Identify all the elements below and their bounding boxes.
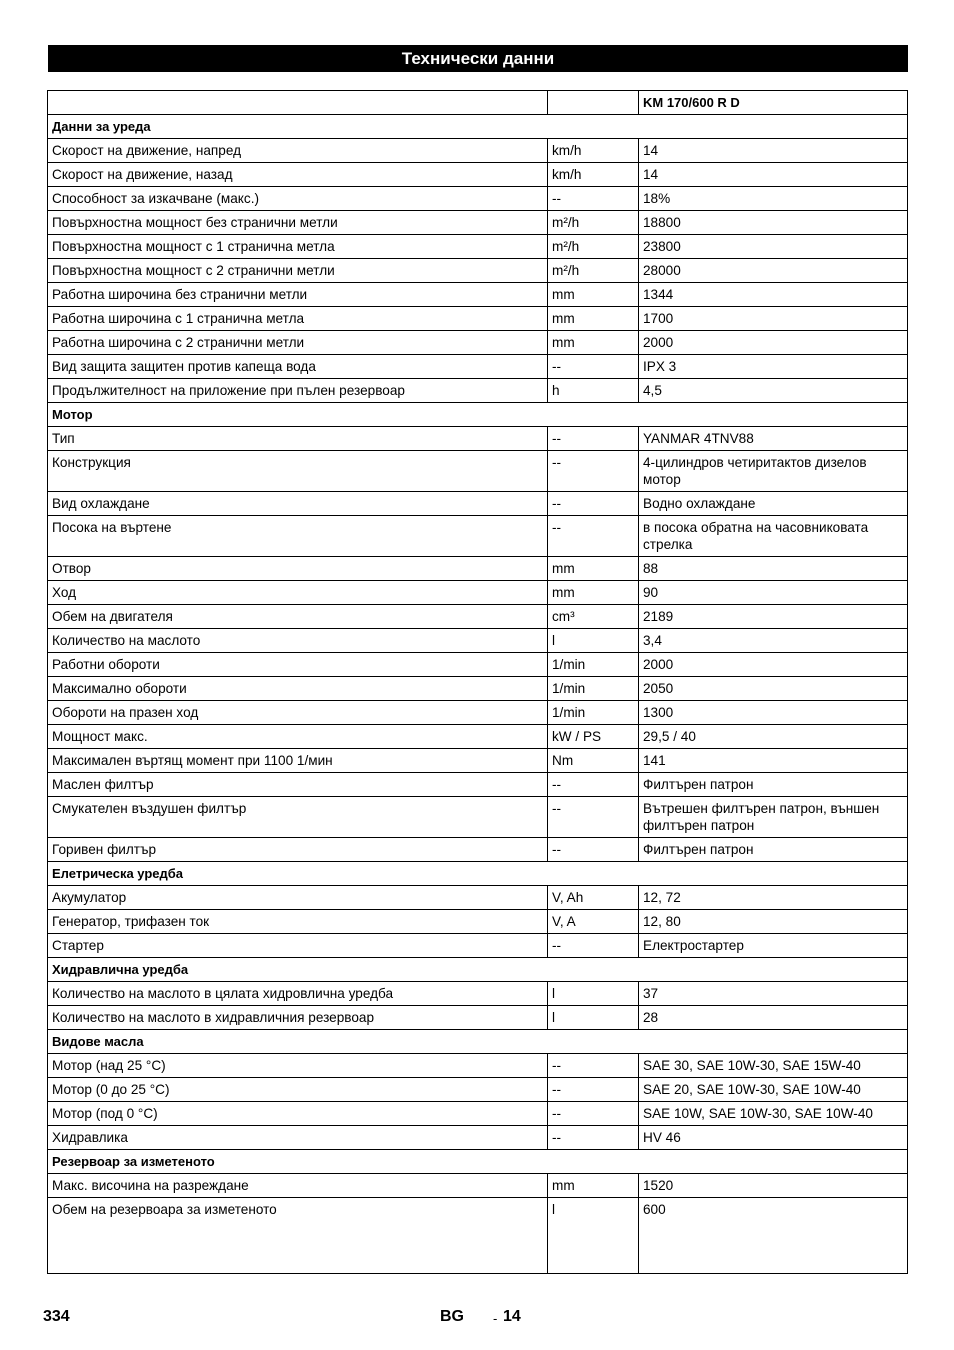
table-row — [48, 677, 908, 701]
table-row — [48, 1006, 908, 1030]
row-label: Генератор, трифазен ток — [48, 910, 548, 934]
row-value: Електростартер — [639, 934, 908, 958]
row-value: 3,4 — [639, 629, 908, 653]
row-unit: l — [548, 1198, 639, 1274]
row-unit: -- — [548, 934, 639, 958]
section-title: Резервоар за изметеното — [48, 1150, 908, 1174]
row-value: SAE 10W, SAE 10W-30, SAE 10W-40 — [639, 1102, 908, 1126]
row-label: Стартер — [48, 934, 548, 958]
row-label: Акумулатор — [48, 886, 548, 910]
table-row — [48, 581, 908, 605]
row-label: Скорост на движение, назад — [48, 163, 548, 187]
row-unit: -- — [548, 1054, 639, 1078]
header-unit-cell — [548, 91, 639, 115]
row-value: 1300 — [639, 701, 908, 725]
row-unit: kW / PS — [548, 725, 639, 749]
row-unit: 1/min — [548, 677, 639, 701]
page-title: Технически данни — [48, 45, 908, 72]
row-value: SAE 30, SAE 10W-30, SAE 15W-40 — [639, 1054, 908, 1078]
table-row — [48, 307, 908, 331]
row-label: Вид охлаждане — [48, 492, 548, 516]
table-row — [48, 1102, 908, 1126]
footer-dash: - — [493, 1311, 498, 1326]
table-row — [48, 1054, 908, 1078]
table-row — [48, 982, 908, 1006]
row-unit: -- — [548, 187, 639, 211]
row-value: 90 — [639, 581, 908, 605]
row-unit: mm — [548, 331, 639, 355]
table-row — [48, 629, 908, 653]
row-value: 14 — [639, 163, 908, 187]
table-row — [48, 331, 908, 355]
row-unit: m²/h — [548, 235, 639, 259]
row-label: Повърхностна мощност с 2 странични метли — [48, 259, 548, 283]
row-unit: -- — [548, 492, 639, 516]
row-value: 2050 — [639, 677, 908, 701]
spec-table — [47, 90, 908, 1274]
table-row — [48, 934, 908, 958]
row-unit: mm — [548, 1174, 639, 1198]
row-unit: 1/min — [548, 701, 639, 725]
row-value: Филтърен патрон — [639, 838, 908, 862]
row-label: Обем на двигателя — [48, 605, 548, 629]
row-unit: -- — [548, 451, 639, 492]
table-row — [48, 211, 908, 235]
table-row — [48, 492, 908, 516]
row-value: 1520 — [639, 1174, 908, 1198]
row-unit: V, Ah — [548, 886, 639, 910]
table-row — [48, 1198, 908, 1274]
row-label: Работна широчина с 2 странични метли — [48, 331, 548, 355]
section-title: Видове масла — [48, 1030, 908, 1054]
row-unit: -- — [548, 1126, 639, 1150]
table-row — [48, 557, 908, 581]
row-label: Посока на въртене — [48, 516, 548, 557]
row-value: 12, 72 — [639, 886, 908, 910]
header-label-cell — [48, 91, 548, 115]
row-label: Работна широчина с 1 странична метла — [48, 307, 548, 331]
row-value: 141 — [639, 749, 908, 773]
row-label: Максимален въртящ момент при 1100 1/мин — [48, 749, 548, 773]
table-row — [48, 139, 908, 163]
table-row — [48, 235, 908, 259]
section-title: Данни за уреда — [48, 115, 908, 139]
row-label: Макс. височина на разреждане — [48, 1174, 548, 1198]
row-value: 600 — [639, 1198, 908, 1274]
row-unit: h — [548, 379, 639, 403]
row-unit: 1/min — [548, 653, 639, 677]
row-label: Вид защита защитен против капеща вода — [48, 355, 548, 379]
row-value: 4-цилиндров четиритактов дизелов мотор — [639, 451, 908, 492]
row-value: YANMAR 4TNV88 — [639, 427, 908, 451]
table-row — [48, 1126, 908, 1150]
row-label: Повърхностна мощност с 1 странична метла — [48, 235, 548, 259]
row-label: Маслен филтър — [48, 773, 548, 797]
model-name: KM 170/600 R D — [639, 91, 908, 115]
row-unit: -- — [548, 355, 639, 379]
row-label: Ход — [48, 581, 548, 605]
row-label: Работни обороти — [48, 653, 548, 677]
row-label: Работна широчина без странични метли — [48, 283, 548, 307]
table-row — [48, 516, 908, 557]
table-row — [48, 838, 908, 862]
section-row — [48, 1150, 908, 1174]
row-label: Горивен филтър — [48, 838, 548, 862]
row-label: Мотор (0 до 25 °C) — [48, 1078, 548, 1102]
row-label: Мощност макс. — [48, 725, 548, 749]
row-unit: -- — [548, 516, 639, 557]
row-value: 28 — [639, 1006, 908, 1030]
row-unit: mm — [548, 283, 639, 307]
row-label: Обем на резервоара за изметеното — [48, 1198, 548, 1274]
table-row — [48, 163, 908, 187]
language-code: BG — [440, 1308, 464, 1325]
row-unit: -- — [548, 1102, 639, 1126]
row-unit: l — [548, 1006, 639, 1030]
table-row — [48, 725, 908, 749]
section-row — [48, 862, 908, 886]
row-label: Конструкция — [48, 451, 548, 492]
row-unit: mm — [548, 307, 639, 331]
row-value: 2000 — [639, 653, 908, 677]
row-value: Вътрешен филтърен патрон, външен филтърен патрон — [639, 797, 908, 838]
row-value: Филтърен патрон — [639, 773, 908, 797]
table-header-row — [48, 91, 908, 115]
row-value: 28000 — [639, 259, 908, 283]
section-page-number: 14 — [503, 1308, 521, 1325]
table-row — [48, 1078, 908, 1102]
row-value: 37 — [639, 982, 908, 1006]
row-value: 14 — [639, 139, 908, 163]
section-title: Елетрическа уредба — [48, 862, 908, 886]
row-value: 2189 — [639, 605, 908, 629]
section-title: Хидравлична уредба — [48, 958, 908, 982]
row-label: Скорост на движение, напред — [48, 139, 548, 163]
section-row — [48, 958, 908, 982]
row-value: 23800 — [639, 235, 908, 259]
row-unit: mm — [548, 581, 639, 605]
row-unit: -- — [548, 427, 639, 451]
table-row — [48, 283, 908, 307]
row-value: 2000 — [639, 331, 908, 355]
table-row — [48, 773, 908, 797]
table-row — [48, 886, 908, 910]
section-row — [48, 115, 908, 139]
section-title: Мотор — [48, 403, 908, 427]
table-row — [48, 797, 908, 838]
row-value: 18800 — [639, 211, 908, 235]
row-label: Способност за изкачване (макс.) — [48, 187, 548, 211]
row-value: 29,5 / 40 — [639, 725, 908, 749]
table-row — [48, 910, 908, 934]
row-unit: cm³ — [548, 605, 639, 629]
table-row — [48, 187, 908, 211]
row-unit: -- — [548, 1078, 639, 1102]
row-value: Водно охлаждане — [639, 492, 908, 516]
table-row — [48, 355, 908, 379]
table-row — [48, 451, 908, 492]
row-label: Мотор (под 0 °C) — [48, 1102, 548, 1126]
row-value: 1344 — [639, 283, 908, 307]
row-label: Хидравлика — [48, 1126, 548, 1150]
row-label: Отвор — [48, 557, 548, 581]
row-value: SAE 20, SAE 10W-30, SAE 10W-40 — [639, 1078, 908, 1102]
row-unit: V, A — [548, 910, 639, 934]
page-number: 334 — [43, 1308, 70, 1325]
row-label: Максимално обороти — [48, 677, 548, 701]
row-label: Повърхностна мощност без странични метли — [48, 211, 548, 235]
section-row — [48, 1030, 908, 1054]
row-label: Мотор (над 25 °C) — [48, 1054, 548, 1078]
table-row — [48, 605, 908, 629]
section-row — [48, 403, 908, 427]
row-unit: -- — [548, 773, 639, 797]
table-row — [48, 427, 908, 451]
row-value: IPX 3 — [639, 355, 908, 379]
table-row — [48, 379, 908, 403]
table-row — [48, 749, 908, 773]
row-label: Обороти на празен ход — [48, 701, 548, 725]
row-unit: m²/h — [548, 259, 639, 283]
row-unit: -- — [548, 797, 639, 838]
table-row — [48, 701, 908, 725]
row-label: Количество на маслото в цялата хидровлична уредба — [48, 982, 548, 1006]
row-value: в посока обратна на часовниковата стрелка — [639, 516, 908, 557]
row-value: 1700 — [639, 307, 908, 331]
row-value: 12, 80 — [639, 910, 908, 934]
row-value: 88 — [639, 557, 908, 581]
table-row — [48, 259, 908, 283]
row-unit: km/h — [548, 163, 639, 187]
table-row — [48, 653, 908, 677]
row-unit: km/h — [548, 139, 639, 163]
spec-table-body — [48, 91, 908, 1274]
row-value: HV 46 — [639, 1126, 908, 1150]
row-label: Смукателен въздушен филтър — [48, 797, 548, 838]
row-value: 4,5 — [639, 379, 908, 403]
row-label: Количество на маслото — [48, 629, 548, 653]
row-unit: l — [548, 982, 639, 1006]
row-label: Количество на маслото в хидравличния резервоар — [48, 1006, 548, 1030]
row-label: Тип — [48, 427, 548, 451]
row-unit: Nm — [548, 749, 639, 773]
table-row — [48, 1174, 908, 1198]
row-unit: mm — [548, 557, 639, 581]
row-value: 18% — [639, 187, 908, 211]
row-unit: -- — [548, 838, 639, 862]
row-label: Продължителност на приложение при пълен резервоар — [48, 379, 548, 403]
row-unit: m²/h — [548, 211, 639, 235]
row-unit: l — [548, 629, 639, 653]
